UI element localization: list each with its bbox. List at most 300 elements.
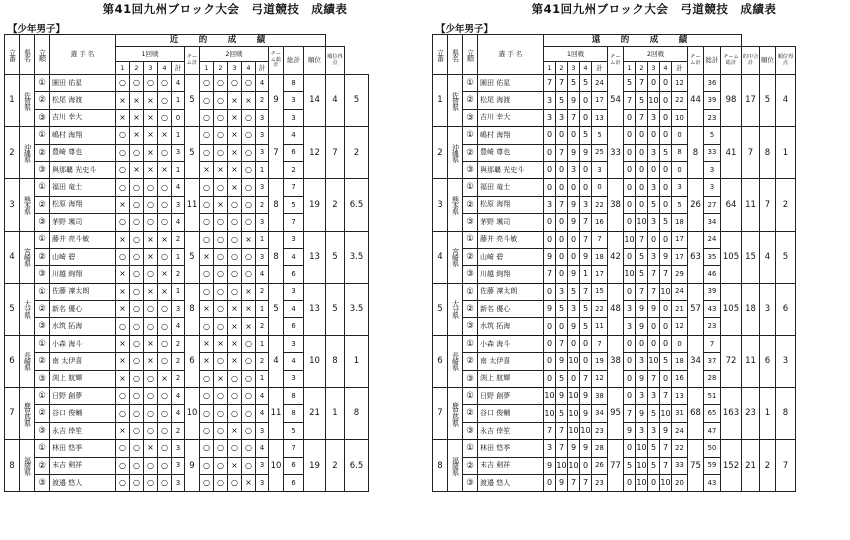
team-total: 19	[304, 440, 326, 492]
round2-shot: ○	[214, 144, 228, 161]
rank-points: 3.5	[345, 283, 369, 335]
round1-sum: 15	[592, 283, 608, 300]
round1-sum: 1	[172, 127, 185, 144]
round1-team-sum: 6	[185, 335, 200, 387]
player-position: ①	[463, 388, 478, 405]
round2-shot: 5	[636, 248, 648, 265]
team-prefecture: 福岡県	[448, 440, 463, 492]
section-title: 遠 的 成 績	[544, 35, 742, 47]
round2-shot: ○	[228, 248, 242, 265]
round1-shot: ○	[116, 144, 130, 161]
round1-sum: 7	[592, 335, 608, 352]
round1-shot: 0	[544, 335, 556, 352]
round2-shot: 0	[636, 196, 648, 213]
round2-shot: 0	[660, 370, 672, 387]
round1-shot: ×	[116, 109, 130, 126]
round2-sum: 12	[672, 318, 688, 335]
round2-sum: 12	[672, 75, 688, 92]
player-total: 35	[704, 248, 721, 265]
round1-shot: 0	[544, 144, 556, 161]
player-name: 渡邉 悠人	[50, 474, 116, 491]
team-order: 2	[433, 127, 448, 179]
player-position: ③	[463, 266, 478, 283]
round1-shot: 3	[580, 196, 592, 213]
round2-shot: 0	[624, 283, 636, 300]
player-position: ③	[35, 161, 50, 178]
sum-header: 計	[256, 62, 269, 75]
team-rank: 2	[326, 440, 345, 492]
round1-team-sum: 33	[608, 127, 624, 179]
round2-shot: ○	[200, 127, 214, 144]
team-total: 152	[721, 440, 742, 492]
round2-shot: ×	[242, 301, 256, 318]
player-position: ③	[463, 370, 478, 387]
round1-shot: ○	[158, 109, 172, 126]
round2-shot: ○	[214, 405, 228, 422]
round2-shot: ×	[242, 283, 256, 300]
player-total: 6	[284, 474, 304, 491]
round1-sum: 1	[172, 248, 185, 265]
round2-shot: ○	[242, 388, 256, 405]
player-total: 39	[704, 283, 721, 300]
team-total-header: チーム総計	[269, 47, 284, 75]
round1-shot: ○	[144, 301, 158, 318]
round2-shot: ○	[228, 231, 242, 248]
player-name: 川越 絢翔	[50, 266, 116, 283]
player-position: ③	[35, 474, 50, 491]
round2-shot: ×	[228, 161, 242, 178]
round2-sum: 8	[672, 144, 688, 161]
round2-shot: ○	[214, 457, 228, 474]
round1-shot: ×	[144, 231, 158, 248]
round1-shot: ○	[158, 388, 172, 405]
round2-shot: 0	[648, 161, 660, 178]
round2-shot: ×	[200, 301, 214, 318]
team-total: 64	[721, 179, 742, 231]
player-row	[5, 231, 369, 248]
player-position: ②	[463, 196, 478, 213]
round2-shot: 7	[636, 231, 648, 248]
far-sheet	[432, 0, 846, 488]
round2-shot: ○	[228, 196, 242, 213]
round1-shot: 5	[556, 92, 568, 109]
round1-shot: 10	[568, 405, 580, 422]
round2-sum: 0	[672, 161, 688, 178]
team-total: 41	[721, 127, 742, 179]
round1-sum: 0	[172, 109, 185, 126]
round1-shot: 9	[544, 248, 556, 265]
round1-shot: ○	[158, 474, 172, 491]
round1-shot: 7	[556, 144, 568, 161]
round2-team-sum: 9	[269, 75, 284, 127]
round1-shot: ○	[116, 179, 130, 196]
player-position: ②	[35, 301, 50, 318]
round1-sum: 4	[172, 405, 185, 422]
round1-team-sum: 5	[185, 127, 200, 179]
round2-shot: ○	[228, 266, 242, 283]
player-total: 2	[284, 161, 304, 178]
round1-shot: ×	[116, 370, 130, 387]
rank-points: 2	[776, 179, 796, 231]
round2-shot: 10	[660, 474, 672, 491]
round1-shot: 0	[556, 179, 568, 196]
player-name: 佐藤 凜太朗	[50, 283, 116, 300]
player-total: 3	[284, 370, 304, 387]
round1-shot: ○	[144, 214, 158, 231]
round1-header: 1回戦	[116, 47, 185, 62]
round1-sum: 18	[592, 248, 608, 265]
end-number-header: 1	[116, 62, 130, 75]
round2-shot: ×	[214, 161, 228, 178]
col-pos: 立順	[35, 35, 50, 75]
round1-sum: 3	[172, 474, 185, 491]
player-name: 吉川 幸大	[50, 109, 116, 126]
round2-shot: 0	[660, 109, 672, 126]
round2-shot: ×	[228, 353, 242, 370]
player-position: ③	[35, 422, 50, 439]
round2-sum: 1	[256, 301, 269, 318]
round1-shot: ○	[116, 161, 130, 178]
player-name: 嶋村 海翔	[50, 127, 116, 144]
player-name: 川越 絢翔	[478, 266, 544, 283]
team-rank: 5	[326, 283, 345, 335]
round1-shot: ○	[130, 179, 144, 196]
round1-shot: ○	[116, 318, 130, 335]
round2-sum: 4	[256, 388, 269, 405]
player-position: ③	[463, 422, 478, 439]
player-position: ②	[35, 405, 50, 422]
player-name: 山崎 碧	[50, 248, 116, 265]
round1-sum: 2	[172, 422, 185, 439]
round1-shot: 7	[556, 440, 568, 457]
rank-points: 1	[776, 127, 796, 179]
round1-shot: ○	[158, 318, 172, 335]
round1-shot: 7	[556, 196, 568, 213]
round1-shot: 9	[568, 440, 580, 457]
team-total: 13	[304, 231, 326, 283]
round2-shot: 5	[648, 405, 660, 422]
player-total: 6	[284, 457, 304, 474]
player-total: 51	[704, 388, 721, 405]
round2-shot: 0	[624, 248, 636, 265]
rank-points: 5	[345, 75, 369, 127]
player-name: 南 太伊喜	[50, 353, 116, 370]
round1-shot: 0	[556, 318, 568, 335]
round2-shot: ○	[200, 457, 214, 474]
round1-shot: 5	[580, 301, 592, 318]
round1-sum: 26	[592, 457, 608, 474]
round2-shot: ×	[200, 161, 214, 178]
round2-sum: 3	[256, 248, 269, 265]
round2-shot: ○	[242, 457, 256, 474]
player-position: ③	[35, 214, 50, 231]
round2-shot: ×	[228, 92, 242, 109]
round1-sum: 17	[592, 266, 608, 283]
round2-sum: 17	[672, 231, 688, 248]
sheet-title: 第41回九州ブロック大会 弓道競技 成績表	[531, 2, 777, 16]
round1-shot: ○	[130, 75, 144, 92]
round2-shot: 7	[636, 75, 648, 92]
player-name: 松原 海翔	[478, 196, 544, 213]
round1-shot: 0	[544, 283, 556, 300]
team-rank: 3	[760, 283, 776, 335]
round2-team-sum: 57	[688, 283, 704, 335]
round2-shot: 0	[648, 127, 660, 144]
player-total: 7	[284, 179, 304, 196]
round2-shot: 0	[648, 474, 660, 491]
round2-sum: 4	[256, 440, 269, 457]
round2-sum: 5	[672, 196, 688, 213]
round2-shot: ○	[214, 440, 228, 457]
rank-points: 3	[776, 335, 796, 387]
round2-header: 2回戦	[200, 47, 269, 62]
round2-shot: 0	[660, 75, 672, 92]
player-name: 南 太伊喜	[478, 353, 544, 370]
player-total: 7	[704, 335, 721, 352]
round2-shot: ○	[214, 318, 228, 335]
round2-shot: 7	[648, 266, 660, 283]
round2-shot: 0	[624, 353, 636, 370]
player-total: 27	[704, 196, 721, 213]
round1-sum: 3	[172, 457, 185, 474]
player-position: ③	[463, 474, 478, 491]
round1-team-sum: 54	[608, 75, 624, 127]
round1-shot: 0	[580, 353, 592, 370]
round1-shot: 0	[568, 335, 580, 352]
section-title: 近 的 成 績	[116, 35, 326, 47]
round2-shot: ○	[242, 440, 256, 457]
round1-shot: 10	[544, 388, 556, 405]
round2-sum: 1	[256, 161, 269, 178]
round1-sum: 1	[172, 92, 185, 109]
round2-shot: 7	[660, 388, 672, 405]
round1-shot: 3	[544, 92, 556, 109]
team-order: 3	[433, 179, 448, 231]
team-rank: 4	[760, 231, 776, 283]
team-prefecture: 沖縄県	[20, 127, 35, 179]
round1-shot: ○	[116, 248, 130, 265]
round2-shot: ×	[228, 127, 242, 144]
round2-shot: ○	[214, 388, 228, 405]
end-number-header: 2	[556, 62, 568, 75]
round1-shot: ○	[116, 457, 130, 474]
round1-shot: 1	[580, 266, 592, 283]
player-row	[433, 440, 796, 457]
end-number-header: 3	[144, 62, 158, 75]
round1-shot: ×	[158, 231, 172, 248]
round1-shot: 0	[544, 214, 556, 231]
round1-shot: 9	[568, 92, 580, 109]
player-name: 永吉 倖笙	[478, 422, 544, 439]
round2-shot: 3	[648, 422, 660, 439]
player-name: 吉川 幸大	[478, 109, 544, 126]
player-row	[5, 127, 369, 144]
player-total: 3	[704, 179, 721, 196]
round2-shot: 0	[636, 179, 648, 196]
round1-shot: ○	[130, 388, 144, 405]
player-total: 4	[284, 301, 304, 318]
round2-shot: ○	[214, 214, 228, 231]
round1-team-sum: 9	[185, 440, 200, 492]
player-row	[5, 75, 369, 92]
round2-shot: 5	[648, 457, 660, 474]
player-name: 佐藤 凜太朗	[478, 283, 544, 300]
player-name: 與那覇 光史斗	[50, 161, 116, 178]
round2-shot: ×	[228, 109, 242, 126]
round1-shot: ○	[116, 440, 130, 457]
round1-sum: 0	[592, 179, 608, 196]
player-name: 渡邉 悠人	[478, 474, 544, 491]
round1-shot: ○	[130, 440, 144, 457]
round1-shot: ×	[144, 109, 158, 126]
player-total: 4	[284, 127, 304, 144]
round2-shot: ×	[214, 196, 228, 213]
round2-shot: 5	[648, 440, 660, 457]
player-total: 3	[284, 283, 304, 300]
round2-shot: 3	[648, 179, 660, 196]
round2-shot: 0	[648, 75, 660, 92]
round2-shot: ○	[242, 161, 256, 178]
player-name: 福田 竜士	[50, 179, 116, 196]
player-position: ③	[35, 370, 50, 387]
player-row	[433, 75, 796, 92]
round2-shot: 5	[624, 457, 636, 474]
round2-shot: 0	[648, 318, 660, 335]
round1-shot: ×	[144, 335, 158, 352]
round2-shot: ○	[242, 144, 256, 161]
round1-shot: 0	[580, 161, 592, 178]
team-order: 4	[5, 231, 20, 283]
round2-sum: 24	[672, 283, 688, 300]
sum-header: 計	[672, 62, 688, 75]
player-position: ③	[35, 318, 50, 335]
round1-shot: ×	[158, 161, 172, 178]
round1-sum: 7	[592, 231, 608, 248]
round2-shot: 9	[660, 248, 672, 265]
round2-shot: ○	[242, 109, 256, 126]
round1-shot: 3	[544, 196, 556, 213]
round2-shot: ○	[200, 422, 214, 439]
round2-sum: 29	[672, 266, 688, 283]
round2-shot: ○	[228, 370, 242, 387]
round2-shot: ○	[214, 266, 228, 283]
round2-sum: 3	[256, 109, 269, 126]
round2-team-sum: 68	[688, 388, 704, 440]
round2-shot: 10	[636, 457, 648, 474]
round1-team-sum: 11	[185, 179, 200, 231]
round1-shot: ×	[116, 196, 130, 213]
player-total: 43	[704, 301, 721, 318]
hit-total: 11	[742, 335, 760, 387]
round2-shot: ○	[228, 474, 242, 491]
round2-shot: 3	[624, 318, 636, 335]
col-player: 選 手 名	[50, 35, 116, 75]
round2-shot: 3	[648, 144, 660, 161]
round1-shot: ○	[158, 92, 172, 109]
round2-shot: 3	[648, 109, 660, 126]
player-row	[5, 283, 369, 300]
round1-shot: 5	[568, 283, 580, 300]
round1-shot: 3	[544, 440, 556, 457]
player-row	[433, 388, 796, 405]
round1-shot: 7	[556, 75, 568, 92]
round1-shot: ○	[158, 353, 172, 370]
round2-shot: ×	[242, 92, 256, 109]
team-total: 105	[721, 231, 742, 283]
round2-shot: 10	[660, 405, 672, 422]
team-rank: 5	[760, 75, 776, 127]
round1-sum: 25	[592, 144, 608, 161]
round2-shot: 3	[636, 422, 648, 439]
player-position: ①	[35, 179, 50, 196]
hit-total: 17	[742, 75, 760, 127]
end-number-header: 1	[544, 62, 556, 75]
round2-shot: ×	[228, 457, 242, 474]
team-order: 1	[5, 75, 20, 127]
round1-shot: ○	[144, 388, 158, 405]
team-rank: 1	[760, 388, 776, 440]
player-position: ①	[35, 231, 50, 248]
rank-points: 8	[345, 388, 369, 440]
round1-team-sum: 95	[608, 388, 624, 440]
round1-shot: 9	[568, 214, 580, 231]
round1-shot: 7	[568, 109, 580, 126]
round1-shot: ○	[144, 179, 158, 196]
round1-shot: 7	[544, 75, 556, 92]
player-name: 小森 海斗	[50, 335, 116, 352]
round1-shot: 9	[580, 440, 592, 457]
round2-shot: 0	[660, 196, 672, 213]
round2-sum: 22	[672, 440, 688, 457]
round1-shot: ×	[130, 92, 144, 109]
round2-shot: ×	[200, 248, 214, 265]
round1-shot: 10	[556, 457, 568, 474]
round1-shot: ○	[130, 266, 144, 283]
player-row	[433, 335, 796, 352]
player-total: 5	[284, 422, 304, 439]
round2-shot: ○	[242, 179, 256, 196]
end-number-header: 4	[660, 62, 672, 75]
player-name: 新名 優心	[50, 301, 116, 318]
round1-shot: ○	[116, 75, 130, 92]
round1-shot: ○	[130, 353, 144, 370]
player-total: 6	[284, 318, 304, 335]
round2-shot: ×	[242, 474, 256, 491]
round2-shot: 0	[660, 335, 672, 352]
round2-sum: 33	[672, 457, 688, 474]
round1-shot: 0	[580, 335, 592, 352]
round2-shot: 5	[648, 196, 660, 213]
round1-shot: 0	[556, 231, 568, 248]
round2-sum: 31	[672, 405, 688, 422]
team-order: 5	[5, 283, 20, 335]
player-total: 50	[704, 440, 721, 457]
end-number-header: 2	[130, 62, 144, 75]
team-order: 7	[433, 388, 448, 440]
round1-shot: 7	[556, 335, 568, 352]
round2-shot: 7	[648, 370, 660, 387]
round1-shot: ○	[158, 179, 172, 196]
round1-shot: ○	[158, 214, 172, 231]
round1-shot: 7	[544, 422, 556, 439]
round1-shot: ×	[144, 353, 158, 370]
team-order: 5	[433, 283, 448, 335]
player-total: 4	[284, 353, 304, 370]
team-rank: 1	[326, 388, 345, 440]
player-position: ①	[35, 335, 50, 352]
round1-shot: ×	[116, 231, 130, 248]
round2-shot: 0	[636, 127, 648, 144]
